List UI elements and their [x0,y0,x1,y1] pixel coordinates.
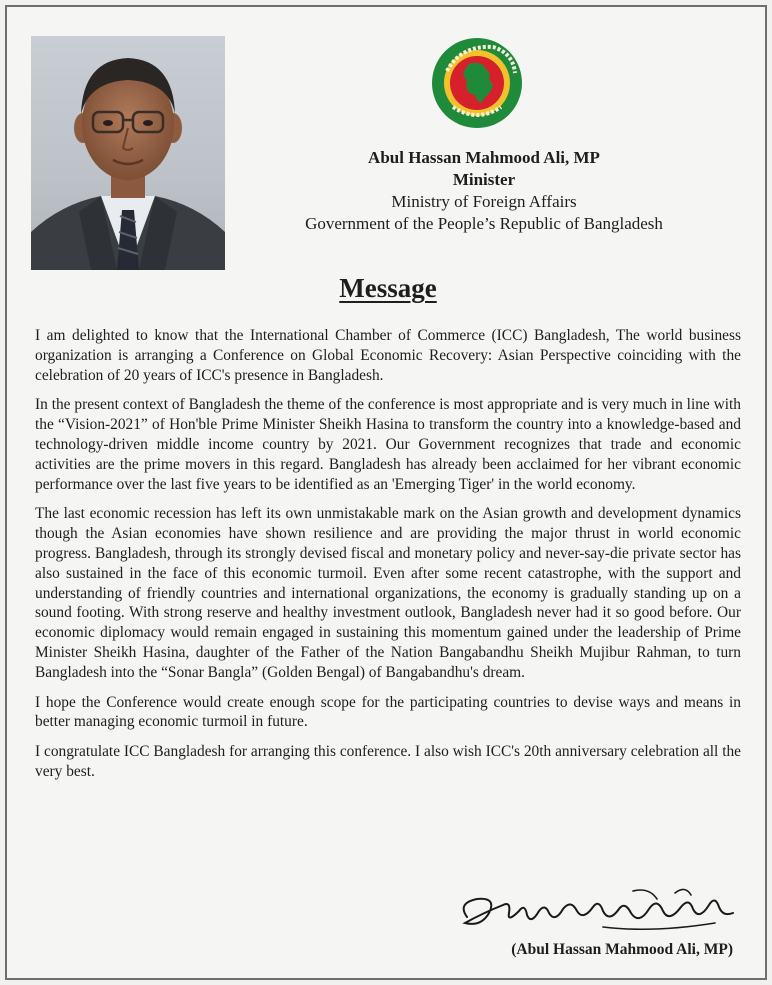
government-name: Government of the People’s Republic of Bangladesh [305,214,663,233]
portrait-image [31,36,225,270]
government-seal-icon [431,37,523,129]
paragraph: I hope the Conference would create enough scope for the participating countries to devise ways and means in better managing economic turmoil in future. [35,693,741,731]
message-body [35,326,741,792]
minister-header [269,147,699,235]
paragraph: I congratulate ICC Bangladesh for arranging this conference. I also wish ICC's 20th anniversary celebration all the very best. [35,743,741,780]
minister-role: Minister [452,170,516,189]
signature-image [453,883,739,941]
signatory-name: (Abul Hassan Mahmood Ali, MP) [511,941,733,958]
paragraph: The last economic recession has left its own unmistakable mark on the Asian growth and development dynamics though the Asian economies have shown resilience and are providing the major thrust in world economic progress. Bangladesh, through its strongly devised fiscal and monetary policy and never-say-die private sector has also sustained in the face of this economic turmoil. Even after some recent catastrophe, with the support and understanding of friendly countries and international organizations, the economy is gradually standing up on a sound footing. With strong reserve and healthy investment outlook, Bangladesh never had it so good before. Our economic diplomacy would remain engaged in sustaining this momentum gained under the leadership of Prime Minister Sheikh Hasina, daughter of the Father of the Nation Bangabandhu Sheikh Mujibur Rahman, to turn Bangladesh into the “Sonar Bangla” (Golden Bengal) of Bangabandhu's dream. [35,505,741,681]
paragraph: I am delighted to know that the International Chamber of Commerce (ICC) Bangladesh, The world business organization is arranging a Conference on Global Economic Recovery: Asian Perspective coinciding with the celebration of 20 years of ICC's presence in Bangladesh. [35,327,741,384]
ministry-name: Ministry of Foreign Affairs [391,192,577,211]
government-seal [431,37,523,129]
handwritten-signature [453,883,739,941]
minister-portrait [31,36,225,270]
paragraph: In the present context of Bangladesh the theme of the conference is most appropriate and is very much in line with the “Vision-2021” of Hon'ble Prime Minister Sheikh Hasina to transform the country into a knowledge-based and technology-driven middle income country by 2021. Our Government recognizes that trade and economic activities are the prime movers in this regard. Bangladesh has already been acclaimed for her vibrant economic performance over the last five years to be identified as an 'Emerging Tiger' in the world economy. [35,396,741,493]
minister-name: Abul Hassan Mahmood Ali, MP [368,148,600,167]
message-page [5,5,767,980]
message-title: Message [339,273,437,303]
